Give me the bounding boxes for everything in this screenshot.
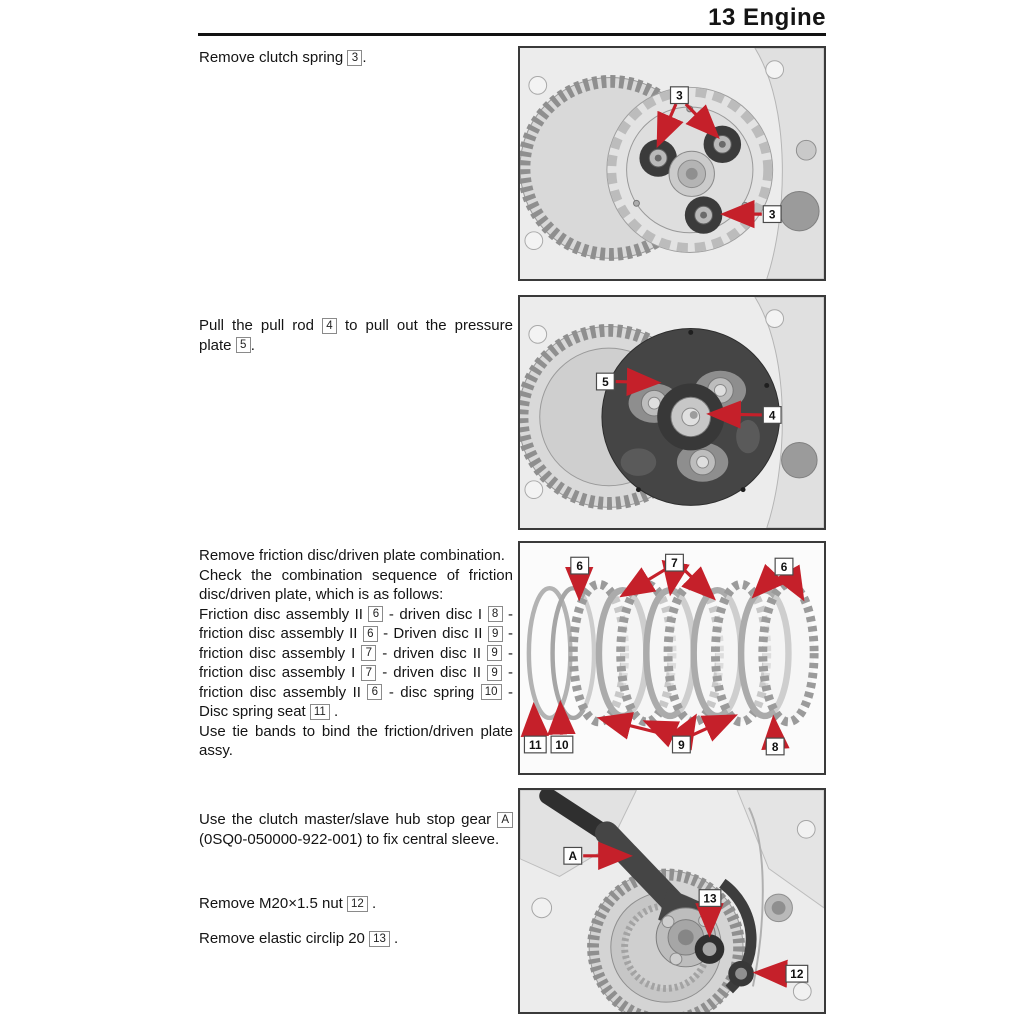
svg-text:4: 4 — [768, 408, 776, 423]
step-remove-circlip — [199, 929, 513, 949]
callout-ref-5: 5 — [236, 337, 251, 353]
step-text: Remove elastic circlip 20 13 . — [199, 930, 399, 947]
step-text: Use tie bands to bind the friction/driven plate assy. — [199, 722, 513, 759]
callout-8 — [766, 738, 784, 755]
callout-7 — [666, 554, 684, 571]
svg-text:A: A — [568, 849, 578, 864]
clutch-hub — [669, 151, 714, 196]
svg-text:9: 9 — [678, 737, 685, 752]
figure-clutch-spring-removal — [518, 46, 826, 281]
step-text: Use the clutch master/slave hub stop gear A (0SQ0-050000-922-001) to fix central sleeve. — [199, 810, 513, 849]
svg-text:12: 12 — [790, 967, 804, 982]
step-text: Pull the pull rod 4 to pull out the pressure plate 5 . — [199, 317, 513, 354]
step-hub-stop-gear — [199, 810, 513, 849]
page-title: 13 Engine — [708, 4, 826, 31]
svg-text:6: 6 — [780, 560, 788, 575]
step-text: Remove clutch spring 3 . — [199, 49, 367, 66]
callout-ref-6: 6 — [367, 684, 382, 700]
svg-text:11: 11 — [529, 737, 542, 752]
callout-ref-8: 8 — [488, 606, 503, 622]
callout-ref-9: 9 — [488, 626, 503, 642]
step-friction-disc — [199, 546, 513, 761]
figure-pressure-plate-removal — [518, 295, 826, 530]
step-text: Check the combination sequence of friction disc/driven plate, which is as follows: — [199, 566, 513, 603]
figure-friction-disc-stack — [518, 541, 826, 775]
callout-ref-13: 13 — [369, 931, 390, 947]
callout-4 — [763, 407, 781, 424]
svg-text:8: 8 — [771, 739, 779, 754]
callout-6-right — [775, 558, 793, 575]
callout-ref-10: 10 — [481, 684, 502, 700]
callout-ref-4: 4 — [322, 318, 337, 334]
callout-A — [564, 847, 582, 864]
step-text: Friction disc assembly II 6 - driven disc I 8 - friction disc assembly II 6 - Driven disc II 9 - friction disc assembly I 7 - driven disc II 9 - friction disc assembly I 7 - driven disc II 9 - friction disc assembly II 6 - disc spring 10 - Disc spring seat 11 . — [199, 605, 514, 720]
callout-ref-6: 6 — [363, 626, 378, 642]
callout-10 — [551, 736, 573, 753]
callout-12 — [786, 965, 808, 982]
step-text: Remove M20×1.5 nut 12 . — [199, 895, 377, 912]
callout-3-right — [763, 206, 781, 223]
callout-ref-3: 3 — [347, 50, 362, 66]
callout-ref-9: 9 — [487, 665, 502, 681]
m20-nut — [728, 961, 754, 987]
callout-ref-A: A — [497, 812, 513, 828]
svg-text:6: 6 — [576, 559, 584, 574]
elastic-circlip — [695, 934, 725, 963]
svg-text:10: 10 — [555, 737, 569, 752]
clutch-spring — [704, 126, 742, 163]
svg-text:5: 5 — [602, 374, 609, 389]
callout-ref-12: 12 — [347, 896, 368, 912]
figure-hub-stop-gear-tool — [518, 788, 826, 1014]
step-text: Remove friction disc/driven plate combination. — [199, 547, 505, 564]
callout-13 — [699, 890, 721, 907]
header-rule — [198, 33, 826, 36]
step-remove-clutch-spring — [199, 48, 513, 68]
clutch-spring — [685, 196, 723, 233]
callout-ref-6: 6 — [368, 606, 383, 622]
callout-9 — [672, 736, 690, 753]
svg-text:3: 3 — [676, 88, 683, 103]
svg-text:13: 13 — [703, 891, 717, 906]
pull-rod — [657, 384, 724, 451]
svg-text:3: 3 — [768, 207, 776, 222]
step-pull-rod — [199, 316, 513, 355]
callout-3-top — [671, 87, 689, 104]
callout-6-left — [571, 557, 589, 574]
callout-ref-7: 7 — [361, 665, 376, 681]
callout-5 — [596, 373, 614, 390]
callout-ref-7: 7 — [361, 645, 376, 661]
svg-text:7: 7 — [671, 556, 678, 571]
callout-ref-9: 9 — [487, 645, 502, 661]
callout-11 — [524, 736, 546, 753]
step-remove-nut — [199, 894, 513, 914]
callout-ref-11: 11 — [310, 704, 330, 720]
